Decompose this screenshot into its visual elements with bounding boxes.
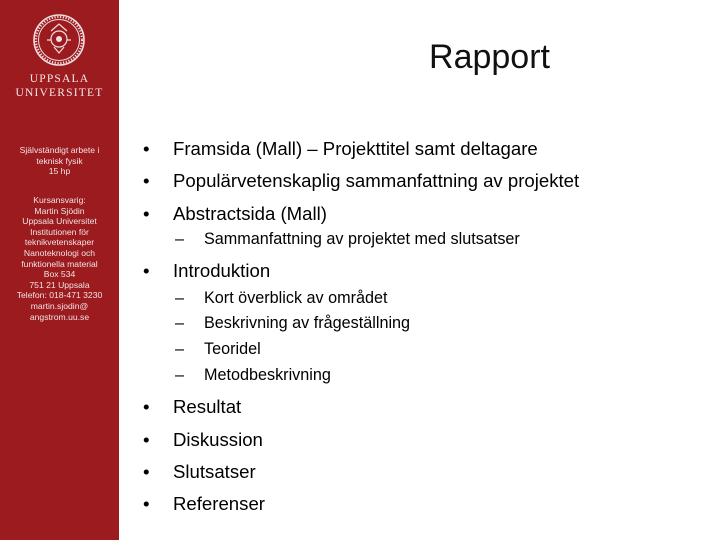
- bullet-icon: •: [143, 203, 150, 224]
- contact-line: martin.sjodin@: [30, 300, 89, 311]
- sub-bullet-text: Beskrivning av frågeställning: [204, 314, 411, 332]
- bullet-icon: •: [143, 138, 150, 159]
- bullet-text: Resultat: [173, 396, 242, 417]
- sub-bullet-item: [175, 230, 520, 249]
- bullet-icon: •: [143, 260, 150, 281]
- bullet-item: [143, 138, 538, 160]
- contact-line: Box 534: [43, 269, 76, 280]
- bullet-item: [143, 203, 327, 225]
- bullet-text: Framsida (Mall) – Projekttitel samt deltagare: [173, 138, 538, 159]
- sub-bullet-text: Teoridel: [204, 340, 261, 358]
- dash-icon: –: [175, 366, 185, 384]
- sub-bullet-item: [175, 289, 388, 308]
- sub-bullet-text: Sammanfattning av projektet med slutsatser: [204, 230, 520, 248]
- bullet-item: [143, 493, 265, 515]
- bullet-icon: •: [143, 170, 150, 191]
- bullet-item: [143, 461, 256, 483]
- bullet-icon: •: [143, 461, 150, 482]
- contact-line: Nanoteknologi och: [23, 247, 96, 258]
- university-seal-icon: [33, 14, 85, 66]
- bullet-item: [143, 429, 263, 451]
- slide-title: Rapport: [429, 38, 550, 76]
- sub-bullet-item: [175, 340, 261, 359]
- contact-line: Institutionen för: [30, 226, 89, 237]
- bullet-text: Introduktion: [173, 260, 271, 281]
- bullet-text: Diskussion: [173, 429, 263, 450]
- bullet-item: [143, 396, 241, 418]
- bullet-text: Referenser: [173, 493, 265, 514]
- dash-icon: –: [175, 340, 185, 358]
- bullet-text: Slutsatser: [173, 461, 256, 482]
- contact-line: Telefon: 018-471 3230: [16, 290, 103, 301]
- contact-line: Kursansvarig:: [33, 195, 86, 205]
- sub-bullet-item: [175, 314, 410, 333]
- sidebar: [0, 0, 119, 540]
- sub-bullet-text: Kort överblick av området: [204, 289, 388, 307]
- bullet-icon: •: [143, 429, 150, 450]
- contact-line: Uppsala Universitet: [22, 216, 97, 227]
- bullet-text: Populärvetenskaplig sammanfattning av projektet: [173, 170, 580, 191]
- sub-bullet-text: Metodbeskrivning: [204, 366, 331, 384]
- dash-icon: –: [175, 289, 185, 307]
- sub-bullet-item: [175, 366, 331, 385]
- contact-line: 751 21 Uppsala: [29, 279, 90, 290]
- contact-line: teknikvetenskaper: [24, 237, 95, 248]
- bullet-item: [143, 260, 270, 282]
- course-line: teknisk fysik: [36, 155, 83, 166]
- contact-info: [0, 195, 119, 322]
- contact-line: Martin Sjödin: [34, 205, 85, 216]
- bullet-icon: •: [143, 396, 150, 417]
- brand-line-1: UPPSALA: [29, 73, 90, 85]
- bullet-text: Abstractsida (Mall): [173, 203, 327, 224]
- bullet-icon: •: [143, 493, 150, 514]
- dash-icon: –: [175, 314, 185, 332]
- dash-icon: –: [175, 230, 185, 248]
- bullet-item: [143, 170, 579, 192]
- course-info: [0, 145, 119, 177]
- contact-line: funktionella material: [21, 258, 98, 269]
- brand-line-2: UNIVERSITET: [15, 87, 104, 99]
- course-line: 15 hp: [48, 166, 71, 177]
- contact-line: angstrom.uu.se: [29, 311, 90, 322]
- course-line: Självständigt arbete i: [19, 145, 100, 155]
